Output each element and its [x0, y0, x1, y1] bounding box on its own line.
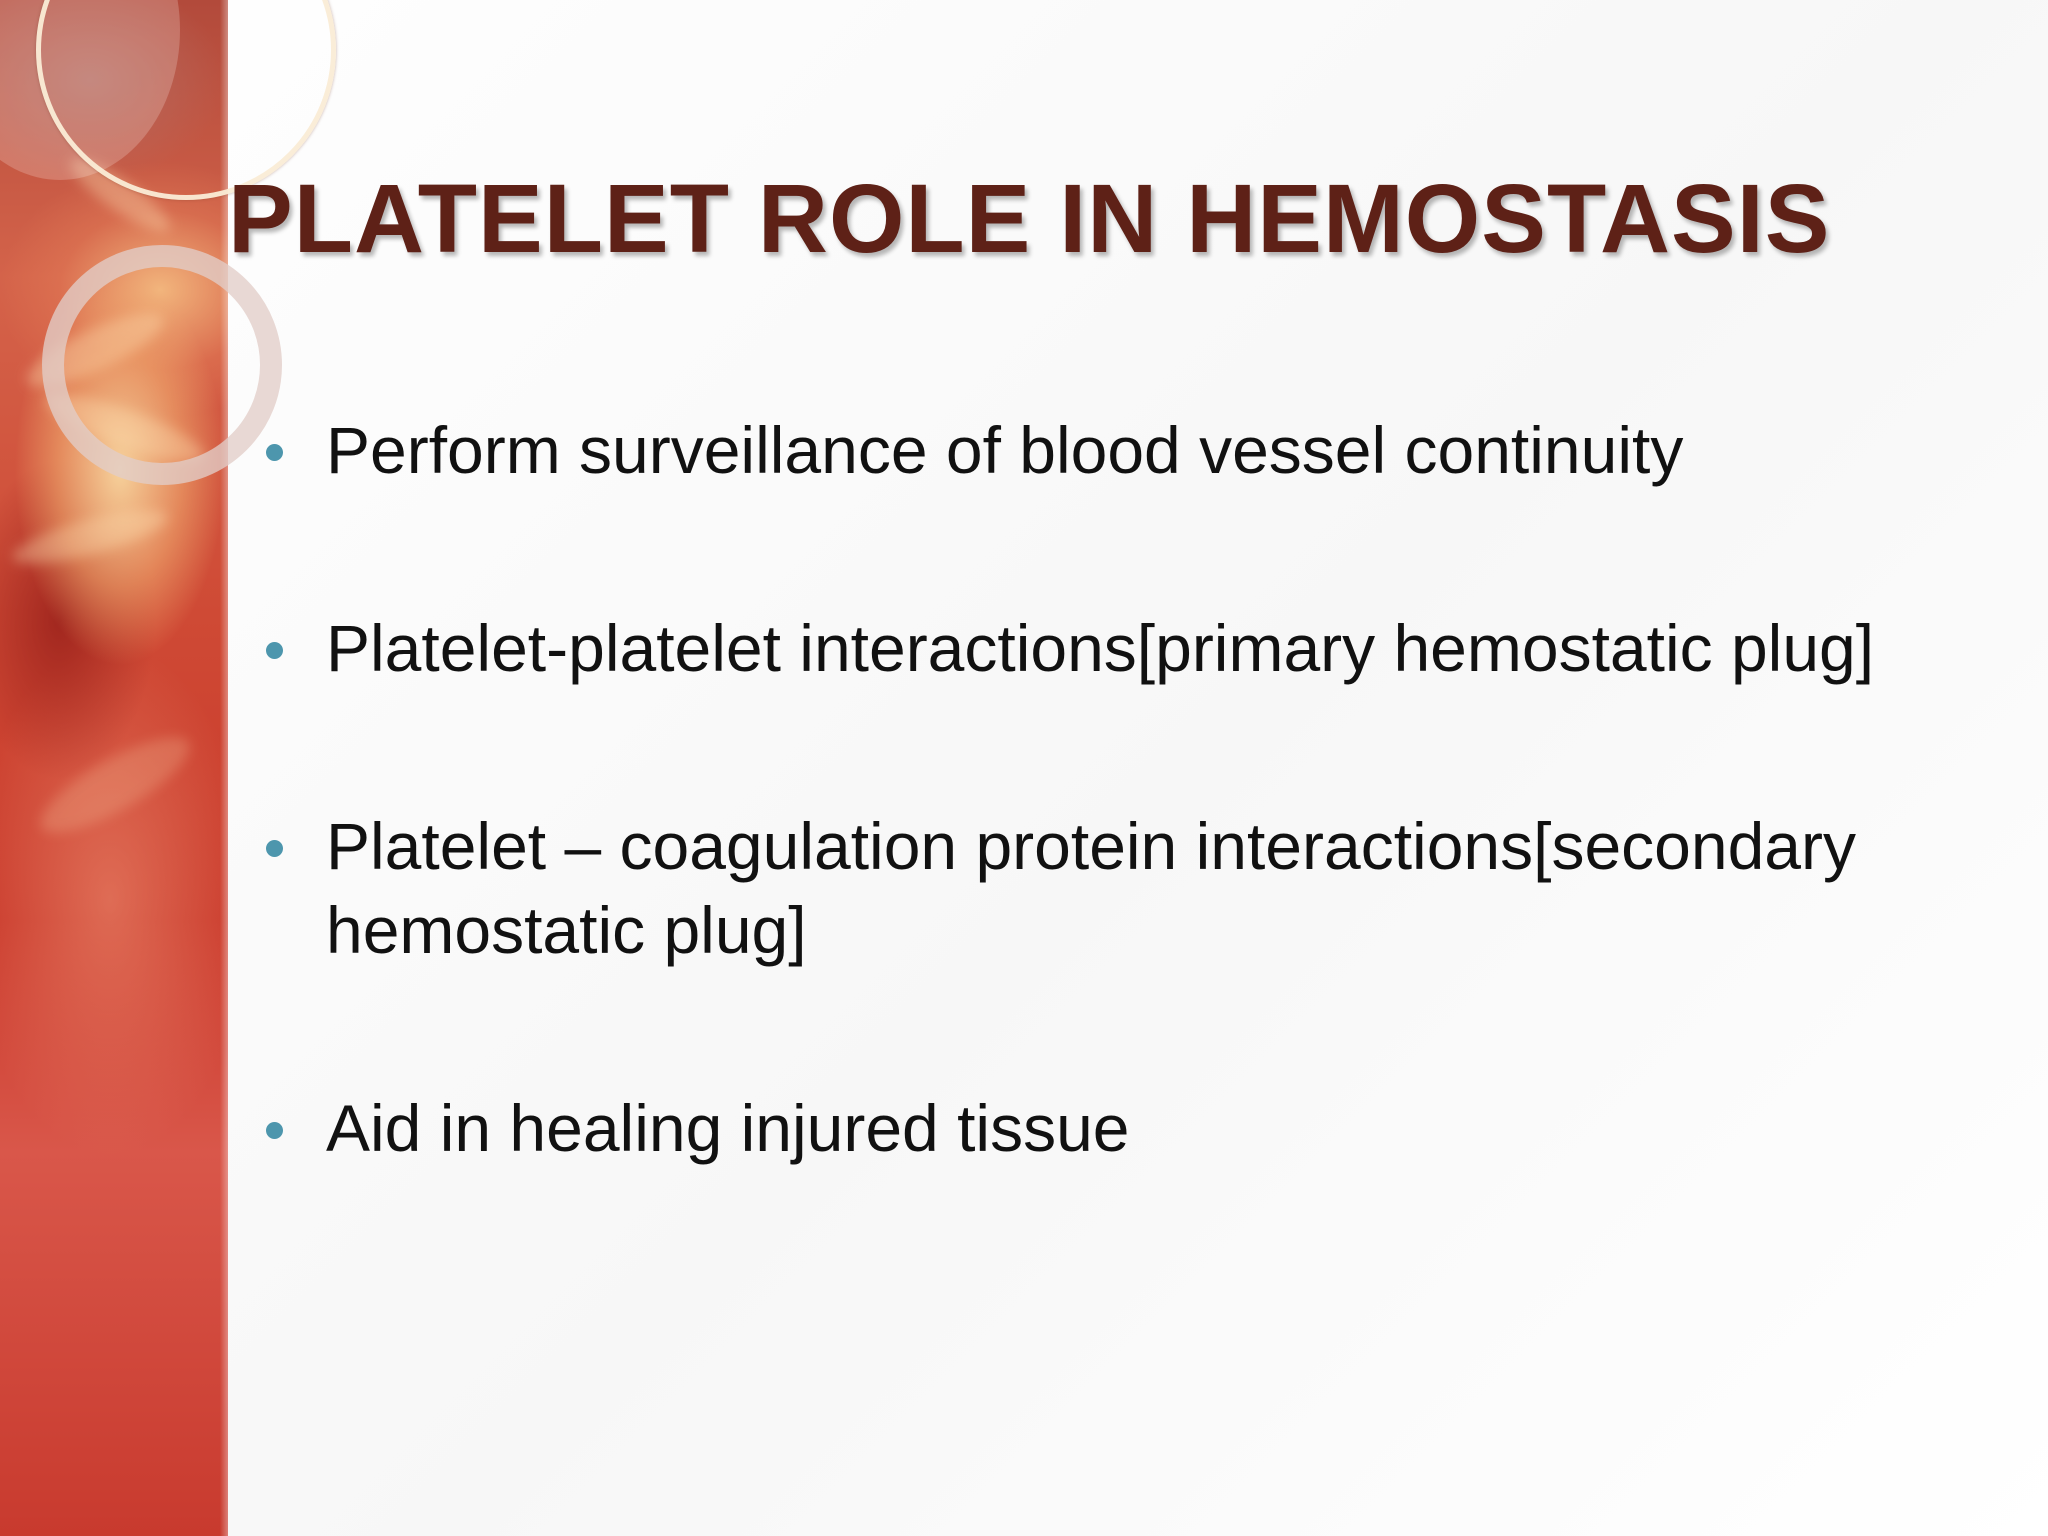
bullet-dot-icon	[266, 840, 283, 857]
bullet-text: Platelet-platelet interactions[primary hemostatic plug]	[326, 611, 1875, 685]
bullet-text: Perform surveillance of blood vessel continuity	[326, 413, 1684, 487]
decorative-blood-cell-image	[0, 0, 228, 1536]
decorative-ring-small	[42, 245, 282, 485]
bullet-item	[262, 1086, 2002, 1170]
bullet-item	[262, 606, 2002, 690]
slide-title: PLATELET ROLE IN HEMOSTASIS	[228, 164, 1831, 273]
bullet-dot-icon	[266, 444, 283, 461]
bullet-item	[262, 804, 2002, 972]
bullet-dot-icon	[266, 1122, 283, 1139]
bullet-item	[262, 408, 2002, 492]
bullet-text: Platelet – coagulation protein interactions[secondary hemostatic plug]	[326, 809, 1856, 967]
bullet-list	[262, 408, 2002, 1170]
bullet-dot-icon	[266, 642, 283, 659]
bullet-text: Aid in healing injured tissue	[326, 1091, 1130, 1165]
